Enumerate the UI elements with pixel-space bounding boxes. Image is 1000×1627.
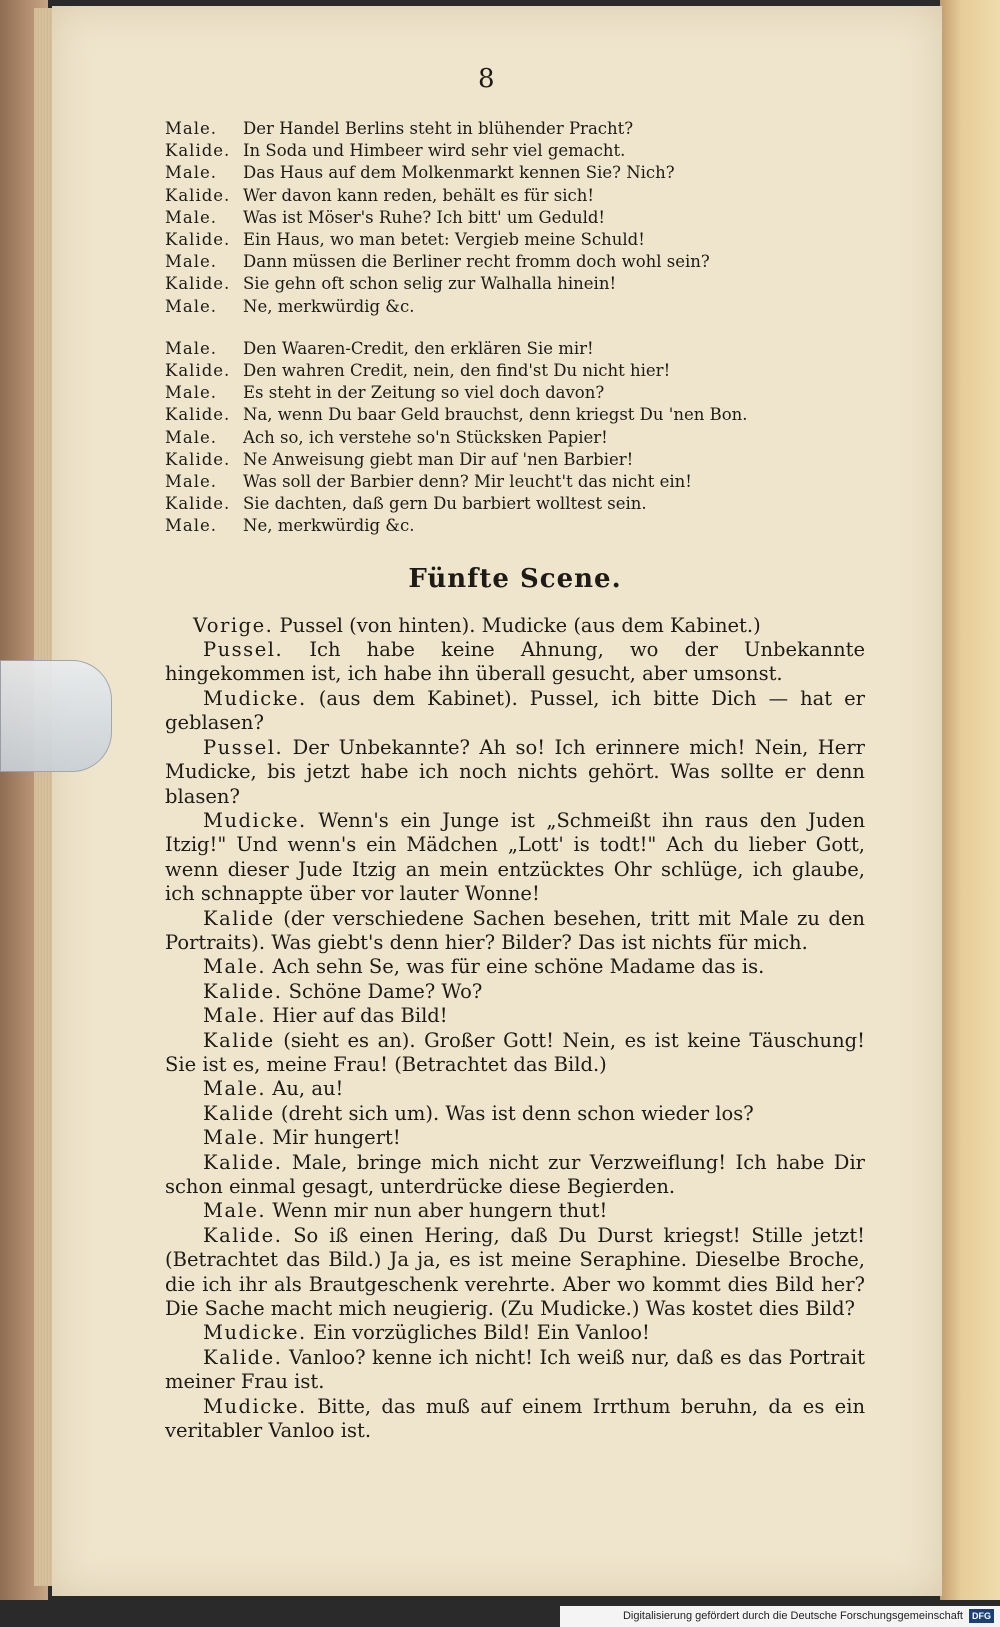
verse-block-1 <box>165 118 865 318</box>
speaker-name: Male. <box>165 119 218 138</box>
footer-text: Digitalisierung gefördert durch die Deutsche Forschungsgemeinschaft <box>622 1610 963 1622</box>
verse-line <box>165 273 865 295</box>
speaker-name: Male. <box>165 163 218 183</box>
verse-line <box>165 185 865 207</box>
dialogue-paragraph <box>165 955 865 979</box>
dialogue-text: Male, bringe mich nicht zur Verzweiflung! Ich habe Dir schon einmal gesagt, unterdrücke diese Begierden. <box>165 1150 866 1198</box>
dialogue-text: (sieht es an). Großer Gott! Nein, es ist keine Täuschung! Sie ist es, meine Frau! (Betrachtet das Bild.) <box>165 1028 865 1076</box>
verse-line <box>165 382 865 404</box>
speaker-name: Kalide. <box>203 1150 283 1174</box>
verse-text: In Soda und Himbeer wird sehr viel gemacht. <box>243 141 626 161</box>
dialogue-paragraph <box>165 687 865 736</box>
speaker-name: Pussel. <box>203 638 284 662</box>
verse-text: Na, wenn Du baar Geld brauchst, denn kriegst Du 'nen Bon. <box>243 405 748 425</box>
verse-text: Ach so, ich verstehe so'n Stücksken Papier! <box>243 427 608 447</box>
speaker-name: Kalide. <box>203 979 283 1003</box>
speaker-name: Male. <box>165 338 218 358</box>
speaker-name: Kalide <box>203 1101 275 1125</box>
verse-text: Den wahren Credit, nein, den find'st Du nicht hier! <box>243 361 671 381</box>
verse-text: Sie gehn oft schon selig zur Walhalla hinein! <box>243 274 617 294</box>
verse-block-2 <box>165 338 865 538</box>
verse-text: Dann müssen die Berliner recht fromm doch wohl sein? <box>243 252 710 272</box>
speaker-name: Mudicke. <box>203 686 307 710</box>
page-number: 8 <box>478 64 495 94</box>
dialogue-text: Ach sehn Se, was für eine schöne Madame das is. <box>272 955 765 979</box>
verse-text: Es steht in der Zeitung so viel doch davon? <box>243 383 605 403</box>
speaker-name: Kalide. <box>165 141 231 161</box>
verse-text: Den Waaren-Credit, den erklären Sie mir! <box>243 338 594 358</box>
speaker-name: Kalide. <box>165 449 231 469</box>
dialogue-text: Wenn's ein Junge ist „Schmeißt ihn raus den Juden Itzig!" Und wenn's ein Mädchen „Lott' is todt!" Ach du lieber Gott, wenn dieser Jude Itzig an mein entzücktes Ohr schlüge, ich glaube, ich schnappte über vor lauter Wonne! <box>165 808 866 906</box>
dialogue-text: Au, au! <box>272 1077 344 1101</box>
speaker-name: Pussel. <box>203 735 284 759</box>
speaker-name: Vorige. <box>193 613 274 637</box>
dialogue-text: Pussel (von hinten). Mudicke (aus dem Kabinet.) <box>279 613 761 637</box>
speaker-name: Male. <box>165 472 218 492</box>
verse-line <box>165 493 865 515</box>
speaker-name: Kalide. <box>203 1223 283 1247</box>
speaker-name: Kalide. <box>165 361 231 381</box>
speaker-name: Kalide <box>203 906 275 930</box>
verse-text: Ne, merkwürdig &c. <box>243 516 415 536</box>
dialogue-paragraph <box>165 1346 865 1395</box>
speaker-name: Mudicke. <box>203 1394 307 1418</box>
dialogue-text: So iß einen Hering, daß Du Durst kriegst! Stille jetzt! (Betrachtet das Bild.) Ja ja, es ist meine Seraphine. Dieselbe Broche, die ich ihr als Brautgeschenk verehrte. Aber wo kommt dies Bild her? Die Sache macht mich neugierig. (Zu Mudicke.) Was kostet dies Bild? <box>165 1223 866 1321</box>
dialogue-text: (der verschiedene Sachen besehen, tritt mit Male zu den Portraits). Was giebt's denn hier? Bilder? Das ist nichts für mich. <box>165 906 865 954</box>
dialogue-text: (aus dem Kabinet). Pussel, ich bitte Dich — hat er geblasen? <box>165 686 865 735</box>
dialogue-paragraph <box>165 1077 865 1101</box>
speaker-name: Kalide. <box>203 1345 283 1369</box>
dialogue-text: Ich habe keine Ahnung, wo der Unbekannte hingekommen ist, ich habe ihn überall gesucht, aber umsonst. <box>165 638 866 686</box>
dialogue-paragraph <box>165 1029 865 1078</box>
verse-line <box>165 207 865 229</box>
verse-text: Ein Haus, wo man betet: Vergieb meine Schuld! <box>243 230 645 250</box>
dialogue-paragraph <box>165 1199 865 1223</box>
verse-line <box>165 296 865 318</box>
verse-line <box>165 515 865 537</box>
digitization-footer <box>560 1606 1000 1627</box>
dialogue-paragraph <box>165 1224 865 1322</box>
dialogue-paragraph <box>165 1102 865 1126</box>
speaker-name: Male. <box>165 383 218 403</box>
speaker-name: Mudicke. <box>203 808 307 832</box>
speaker-name: Male. <box>165 296 218 316</box>
scene-title: Fünfte Scene. <box>408 563 622 594</box>
verse-line <box>165 251 865 273</box>
dialogue-text: Wenn mir nun aber hungern thut! <box>272 1199 608 1223</box>
verse-line <box>165 427 865 449</box>
dialogue-paragraph <box>165 980 865 1004</box>
verse-text: Was ist Möser's Ruhe? Ich bitt' um Geduld! <box>243 207 606 227</box>
verse-line <box>165 338 865 360</box>
dialogue-paragraph <box>165 1321 865 1345</box>
speaker-name: Male. <box>165 252 218 272</box>
verse-text: Das Haus auf dem Molkenmarkt kennen Sie? Nich? <box>243 163 675 183</box>
dialogue-paragraph <box>165 736 865 809</box>
speaker-name: Male. <box>203 1126 267 1150</box>
speaker-name: Kalide. <box>165 274 231 294</box>
dialogue-paragraph <box>165 1126 865 1150</box>
verse-line <box>165 140 865 162</box>
speaker-name: Kalide. <box>165 230 231 250</box>
speaker-name: Kalide <box>203 1028 275 1052</box>
speaker-name: Male. <box>165 207 218 227</box>
dialogue-paragraph <box>165 638 865 687</box>
verse-text: Ne, merkwürdig &c. <box>243 296 415 316</box>
dialogue-text: Hier auf das Bild! <box>272 1004 448 1028</box>
dialogue-text: Der Unbekannte? Ah so! Ich erinnere mich! Nein, Herr Mudicke, bis jetzt habe ich noch nichts gehört. Was sollte er denn blasen? <box>165 735 865 808</box>
dialogue-text: (dreht sich um). Was ist denn schon wieder los? <box>280 1101 754 1125</box>
verse-line <box>165 449 865 471</box>
dialogue-text: Schöne Dame? Wo? <box>288 979 483 1003</box>
speaker-name: Kalide. <box>165 405 231 425</box>
speaker-name: Kalide. <box>165 494 231 514</box>
verse-line <box>165 229 865 251</box>
speaker-name: Mudicke. <box>203 1321 307 1345</box>
speaker-name: Kalide. <box>165 185 231 205</box>
dialogue-text: Bitte, das muß auf einem Irrthum beruhn, da es ein veritabler Vanloo ist. <box>165 1394 865 1443</box>
dialogue-prose <box>165 614 865 1444</box>
verse-line <box>165 404 865 426</box>
verse-text: Ne Anweisung giebt man Dir auf 'nen Barbier! <box>243 449 634 469</box>
dialogue-paragraph <box>165 1151 865 1200</box>
dfg-logo: DFG <box>969 1609 994 1623</box>
page-content <box>165 118 865 1443</box>
verse-text: Der Handel Berlins steht in blühender Pracht? <box>243 119 634 138</box>
dialogue-text: Mir hungert! <box>272 1126 401 1150</box>
verse-line <box>165 471 865 493</box>
dialogue-paragraph <box>165 1395 865 1444</box>
dialogue-text: Ein vorzügliches Bild! Ein Vanloo! <box>312 1321 650 1345</box>
stanza-gap <box>165 318 865 338</box>
facing-page-edge <box>940 0 1000 1600</box>
verse-line <box>165 118 865 140</box>
speaker-name: Male. <box>203 1077 267 1101</box>
verse-text: Sie dachten, daß gern Du barbiert wolltest sein. <box>243 494 647 514</box>
page-marker-tab <box>0 660 112 772</box>
verse-line <box>165 360 865 382</box>
speaker-name: Male. <box>165 516 218 536</box>
verse-line <box>165 162 865 184</box>
dialogue-paragraph <box>165 1004 865 1028</box>
dialogue-paragraph <box>165 907 865 956</box>
speaker-name: Male. <box>165 427 218 447</box>
verse-text: Was soll der Barbier denn? Mir leucht't das nicht ein! <box>243 472 692 492</box>
dialogue-paragraph <box>165 614 865 638</box>
speaker-name: Male. <box>203 1199 267 1223</box>
speaker-name: Male. <box>203 1004 267 1028</box>
dialogue-text: Vanloo? kenne ich nicht! Ich weiß nur, daß es das Portrait meiner Frau ist. <box>165 1345 866 1394</box>
dialogue-paragraph <box>165 809 865 907</box>
speaker-name: Male. <box>203 955 267 979</box>
verse-text: Wer davon kann reden, behält es für sich! <box>243 185 594 205</box>
